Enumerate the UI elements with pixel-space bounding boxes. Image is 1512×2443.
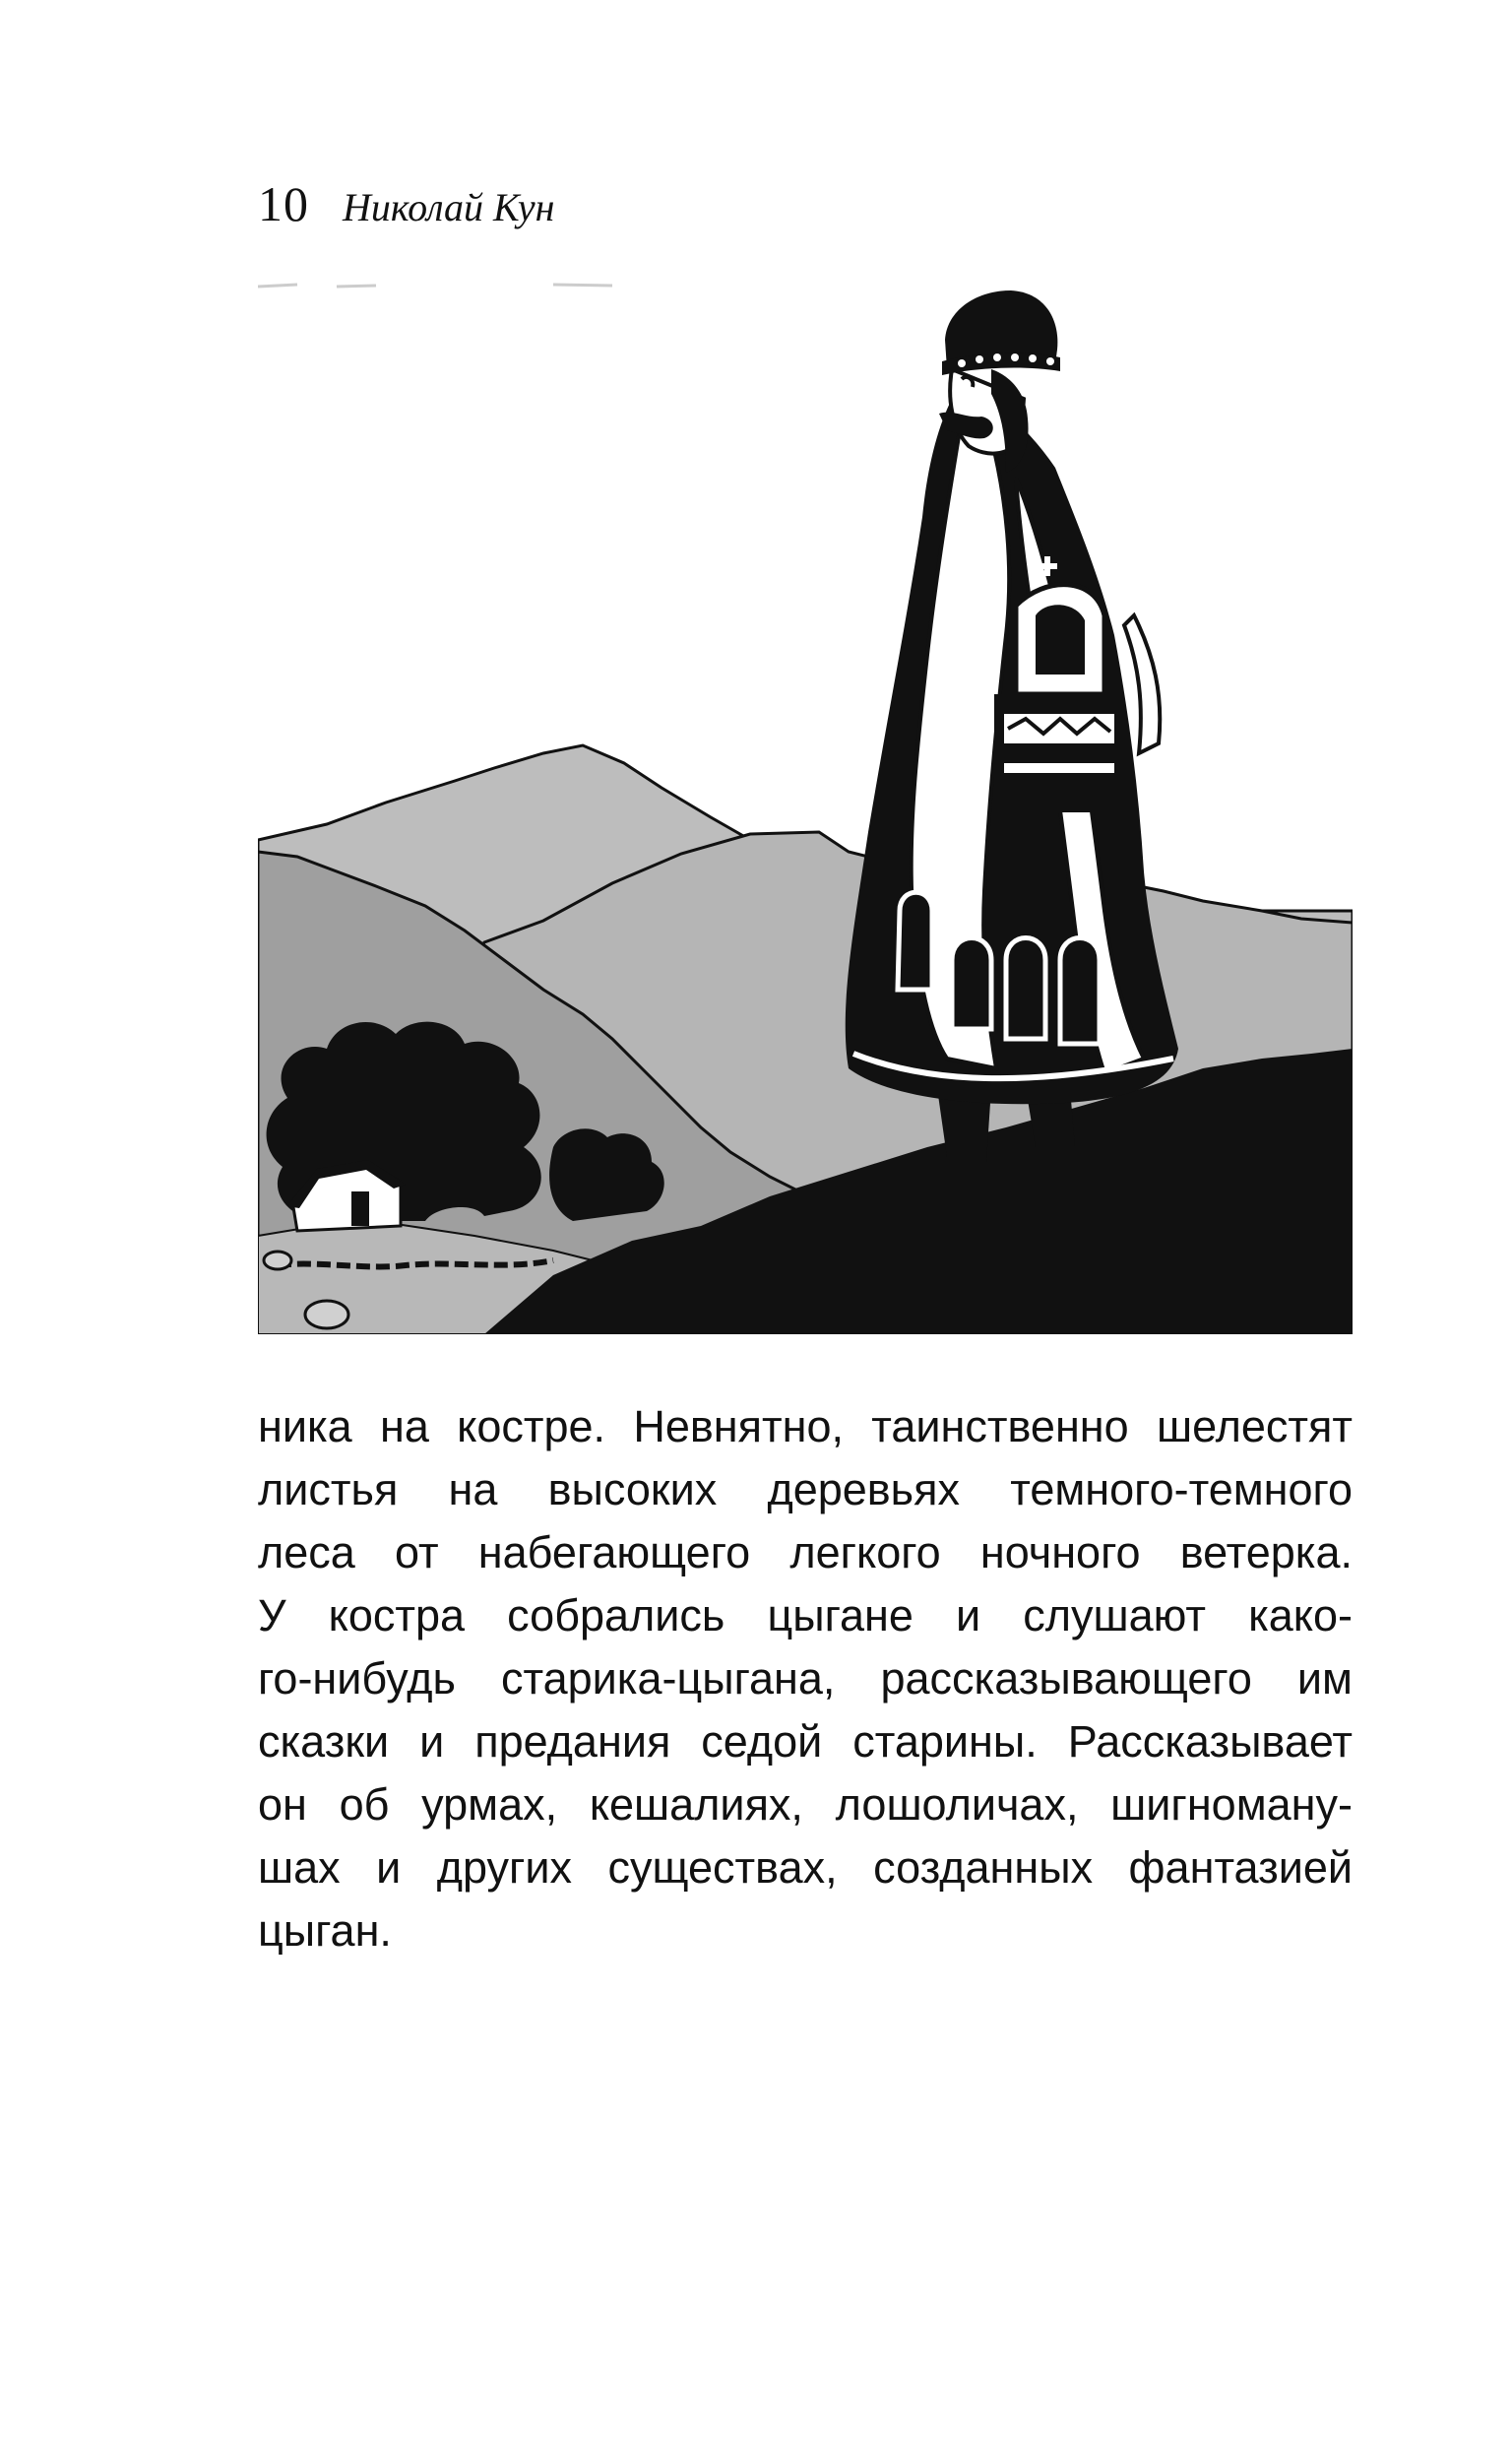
running-head-author: Николай Кун xyxy=(343,185,555,229)
text-line: шах и других существах, созданных фантазией xyxy=(258,1842,1353,1893)
figure-in-cloak-on-hill-icon xyxy=(258,281,1353,1334)
text-line: леса от набегающего легкого ночного ветерка. xyxy=(258,1527,1353,1577)
text-line: У костра собрались цыгане и слушают како- xyxy=(258,1590,1353,1640)
text-line: листья на высоких деревьях темного-темного xyxy=(258,1464,1353,1514)
text-line: он об урмах, кешалиях, лошоличах, шигноману- xyxy=(258,1779,1353,1830)
text-line: го-нибудь старика-цыгана, рассказывающего им xyxy=(258,1653,1353,1704)
page-number: 10 xyxy=(258,176,309,231)
text-line: цыган. xyxy=(258,1905,392,1956)
running-head xyxy=(258,175,554,234)
body-text xyxy=(258,1395,1353,1962)
text-line: ника на костре. Невнятно, таинственно шелестят xyxy=(258,1401,1353,1451)
text-line: сказки и предания седой старины. Рассказывает xyxy=(258,1716,1353,1767)
illustration xyxy=(258,281,1353,1334)
